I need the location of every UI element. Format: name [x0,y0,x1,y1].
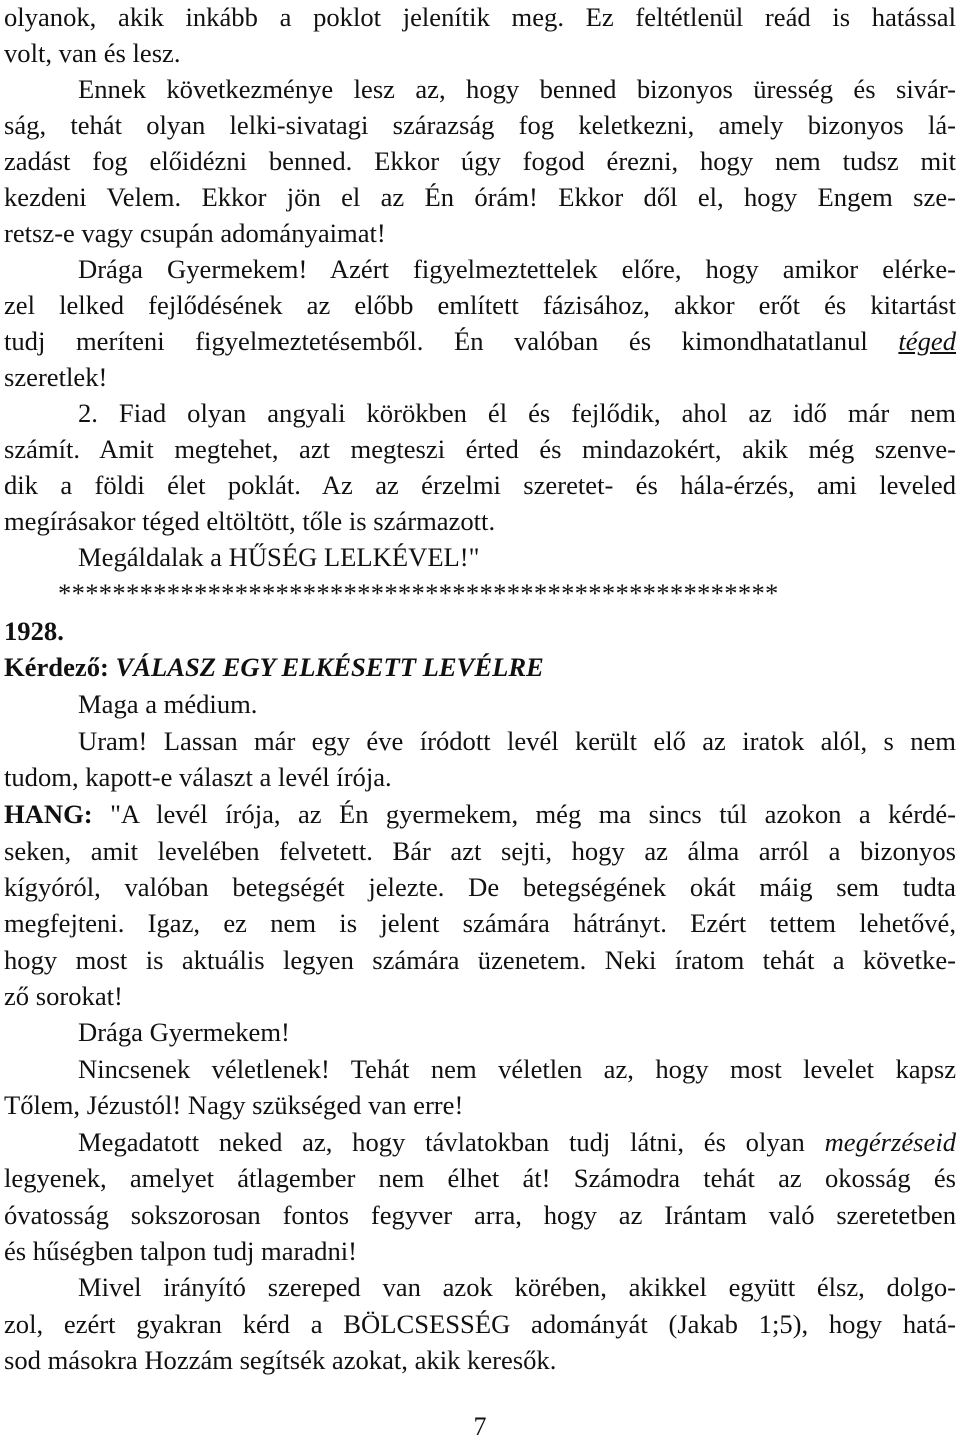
text-segment: "A levél írója, az Én gyermekem, még ma sincs túl azokon a kérdé- [110,799,957,829]
text-line: Mivel irányító szereped van azok körében, akikkel együtt élsz, dolgo- [78,1272,956,1302]
text-line: és hűségben talpon tudj maradni! [4,1236,358,1266]
questioner-label: Kérdező: [4,652,109,682]
text-line: Uram! Lassan már egy éve íródott levél került elő az iratok alól, s nem [78,726,956,756]
emphasized-word: téged [898,326,956,356]
text-line: Ennek következménye lesz az, hogy benned bizonyos üresség és sivár- [78,74,956,104]
text-line [78,1125,956,1159]
text-line: ság, tehát olyan lelki-sivatagi szárazság fog keletkezni, amely bizonyos lá- [4,110,956,140]
text-line: dik a földi élet poklát. Az az érzelmi szeretet- és hála-érzés, ami leveled [4,470,956,500]
text-line: megfejteni. Igaz, ez nem is jelent számára hátrányt. Ezért tettem lehetővé, [4,908,956,938]
text-line: legyenek, amelyet átlagember nem élhet át! Számodra tehát az okosság és [4,1163,956,1193]
text-line: sod másokra Hozzám segítsék azokat, akik keresők. [4,1345,557,1375]
year-heading: 1928. [4,616,64,646]
text-line: Tőlem, Jézustól! Nagy szükséged van erre! [4,1090,464,1120]
text-line: volt, van és lesz. [4,38,181,68]
text-line: ző sorokat! [4,981,123,1011]
text-segment: tudj meríteni figyelmeztetésemből. Én valóban és kimondhatatlanul [4,326,868,356]
text-line: Drága Gyermekem! [78,1017,290,1047]
text-line [4,797,956,831]
text-line: kezdeni Velem. Ekkor jön el az Én órám! Ekkor dől el, hogy Engem sze- [4,182,956,212]
text-segment: Megadatott neked az, hogy távlatokban tudj látni, és olyan [78,1127,805,1157]
text-line: tudom, kapott-e választ a levél írója. [4,762,392,792]
text-line: Maga a médium. [78,689,258,719]
text-line: Drága Gyermekem! Azért figyelmeztettelek előre, hogy amikor elérke- [78,254,956,284]
text-line: szeretlek! [4,362,108,392]
text-line: olyanok, akik inkább a poklot jelenítik meg. Ez feltétlenül reád is hatással [4,2,956,32]
text-line: seken, amit levelében felvetett. Bár azt sejti, hogy az álma arról a bizonyos [4,836,956,866]
text-line: hogy most is aktuális legyen számára üzenetem. Neki íratom tehát a követke- [4,945,956,975]
page-number: 7 [473,1412,487,1441]
text-line: megírásakor téged eltöltött, tőle is származott. [4,506,496,536]
speaker-label: HANG: [4,799,93,829]
text-line: számít. Amit megtehet, azt megteszi érted és mindazokért, akik még szenve- [4,434,956,464]
text-line: kígyóról, valóban betegségét jelezte. De betegségének okát máig sem tudta [4,872,956,902]
text-line: 2. Fiad olyan angyali körökben él és fejlődik, ahol az idő már nem [78,398,956,428]
text-line: óvatosság sokszorosan fontos fegyver arra, hogy az Irántam való szeretetben [4,1200,956,1230]
text-line: retsz-e vagy csupán adományaimat! [4,218,386,248]
text-line: Megáldalak a HŰSÉG LELKÉVEL!" [78,542,480,572]
emphasized-word: megérzéseid [824,1127,957,1157]
text-line [4,324,956,358]
question-heading [4,650,956,684]
text-line: Nincsenek véletlenek! Tehát nem véletlen az, hogy most levelet kapsz [78,1054,956,1084]
text-line: zadást fog előidézni benned. Ekkor úgy fogod érezni, hogy nem tudsz mit [4,146,956,176]
section-title: VÁLASZ EGY ELKÉSETT LEVÉLRE [115,652,544,682]
separator-stars: ***************************************************** [58,578,779,608]
text-line: zel lelked fejlődésének az előbb említett fázisához, akkor erőt és kitartást [4,290,956,320]
text-line: zol, ezért gyakran kérd a BÖLCSESSÉG adományát (Jakab 1;5), hogy hatá- [4,1309,956,1339]
